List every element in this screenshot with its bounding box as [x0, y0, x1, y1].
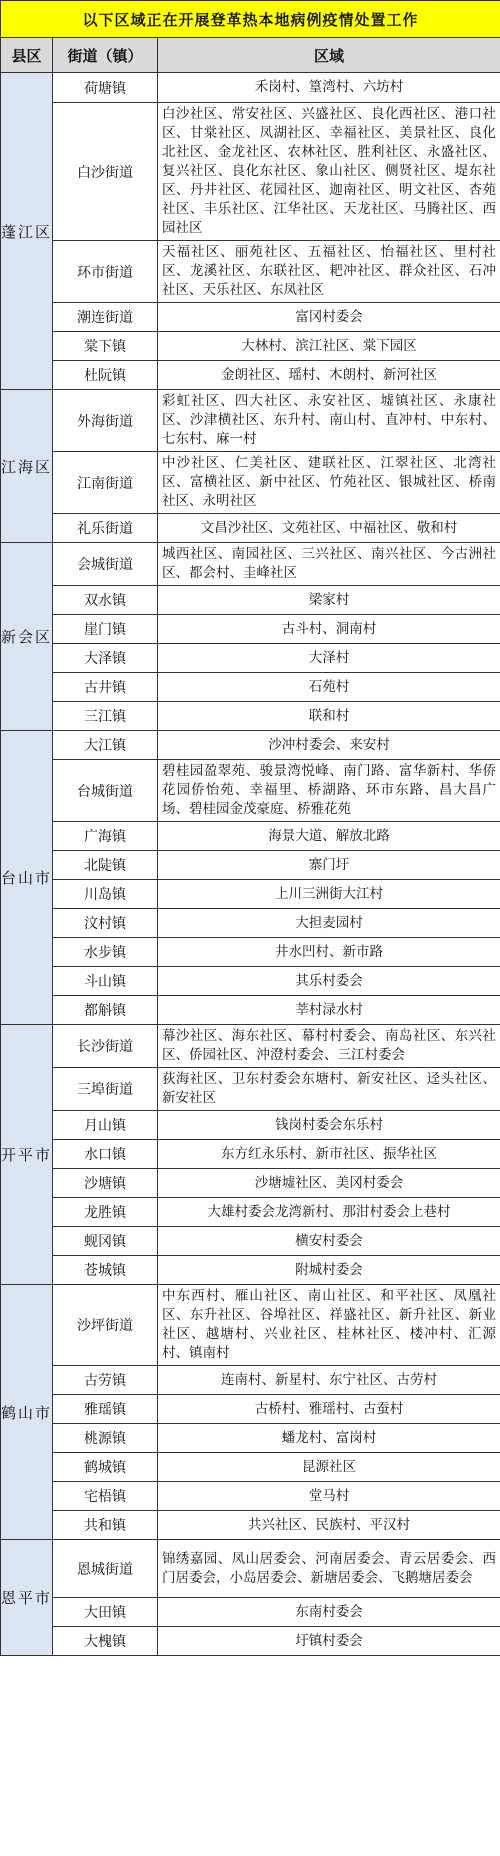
table-row [1, 1256, 500, 1285]
county-cell: 蓬江区 [1, 73, 53, 390]
county-cell: 台山市 [1, 731, 53, 1025]
table-row [1, 452, 500, 514]
header-area: 区域 [158, 38, 500, 73]
street-cell: 共和镇 [53, 1511, 158, 1540]
table-row [1, 1111, 500, 1140]
area-cell: 寨门圩 [158, 851, 500, 880]
street-cell: 外海街道 [53, 390, 158, 452]
area-cell: 禾岗村、篁湾村、六坊村 [158, 73, 500, 103]
street-cell: 崖门镇 [53, 615, 158, 644]
area-cell: 荻海社区、卫东村委会东塘村、新安社区、迳头社区、新安社区 [158, 1068, 500, 1111]
street-cell: 桃源镇 [53, 1424, 158, 1453]
table-row [1, 1540, 500, 1598]
street-cell: 棠下镇 [53, 332, 158, 361]
street-cell: 大田镇 [53, 1598, 158, 1627]
street-cell: 月山镇 [53, 1111, 158, 1140]
table-row [1, 1511, 500, 1540]
street-cell: 广海镇 [53, 822, 158, 851]
area-cell: 上川三洲街大江村 [158, 880, 500, 909]
table-row [1, 851, 500, 880]
table-row [1, 822, 500, 851]
area-cell: 锦绣嘉园、凤山居委会、河南居委会、青云居委会、西门居委会，小岛居委会、新塘居委会、飞鹅塘居委会 [158, 1540, 500, 1598]
street-cell: 双水镇 [53, 586, 158, 615]
street-cell: 宅梧镇 [53, 1482, 158, 1511]
street-cell: 龙胜镇 [53, 1198, 158, 1227]
street-cell: 北陡镇 [53, 851, 158, 880]
county-cell: 新会区 [1, 543, 53, 731]
area-cell: 大担麦园村 [158, 909, 500, 938]
header-row [1, 38, 500, 73]
area-cell: 大雄村委会龙湾新村、那泔村委会上巷村 [158, 1198, 500, 1227]
area-cell: 沙塘墟社区、美冈村委会 [158, 1169, 500, 1198]
street-cell: 沙坪街道 [53, 1285, 158, 1366]
table-row [1, 543, 500, 586]
table-row [1, 1424, 500, 1453]
street-cell: 沙塘镇 [53, 1169, 158, 1198]
area-cell: 大泽村 [158, 644, 500, 673]
area-cell: 文昌沙社区、文苑社区、中福社区、敬和村 [158, 514, 500, 543]
area-cell: 天福社区、丽苑社区、五福社区、怡福社区、里村社区、龙溪社区、东联社区、耙冲社区、群众社区、石冲社区、天乐社区、东凤社区 [158, 241, 500, 303]
table-row [1, 1198, 500, 1227]
area-cell: 古桥村、雅瑶村、古蚕村 [158, 1395, 500, 1424]
area-cell: 共兴社区、民族村、平汉村 [158, 1511, 500, 1540]
street-cell: 汶村镇 [53, 909, 158, 938]
table-row [1, 586, 500, 615]
area-cell: 联和村 [158, 702, 500, 731]
area-cell: 中东西村、雁山社区、南山社区、和平社区、凤凰社区、东升社区、谷埠社区、祥盛社区、新升社区、新业社区、越塘村、兴业社区、桂林社区、楼冲村、汇源村、镇南村 [158, 1285, 500, 1366]
area-cell: 连南村、新星村、东宁社区、古劳村 [158, 1366, 500, 1395]
street-cell: 蚬冈镇 [53, 1227, 158, 1256]
header-street: 街道（镇） [53, 38, 158, 73]
table-row [1, 1482, 500, 1511]
area-cell: 彩虹社区、四大社区、永安社区、墟镇社区、永康社区、沙津横社区、东升村、南山村、直冲村、中东村、七东村、麻一村 [158, 390, 500, 452]
table-row [1, 1227, 500, 1256]
table-row [1, 303, 500, 332]
table-row [1, 332, 500, 361]
table-row [1, 103, 500, 241]
area-cell: 幕沙社区、海东社区、幕村村委会、南岛社区、东兴社区、侨园社区、沖澄村委会、三江村委会 [158, 1025, 500, 1068]
area-cell: 附城村委会 [158, 1256, 500, 1285]
area-cell: 其乐村委会 [158, 967, 500, 996]
table-row [1, 1169, 500, 1198]
county-cell: 恩平市 [1, 1540, 53, 1656]
street-cell: 白沙街道 [53, 103, 158, 241]
area-cell: 蟠龙村、富岗村 [158, 1424, 500, 1453]
street-cell: 雅瑶镇 [53, 1395, 158, 1424]
table-row [1, 1366, 500, 1395]
table-row [1, 241, 500, 303]
area-cell: 城西社区、南园社区、三兴社区、南兴社区、今古洲社区、都会村、圭峰社区 [158, 543, 500, 586]
street-cell: 古井镇 [53, 673, 158, 702]
area-cell: 大林村、滨江社区、棠下园区 [158, 332, 500, 361]
street-cell: 都斛镇 [53, 996, 158, 1025]
table-row [1, 1140, 500, 1169]
street-cell: 环市街道 [53, 241, 158, 303]
table-row [1, 1395, 500, 1424]
street-cell: 鹤城镇 [53, 1453, 158, 1482]
area-cell: 横安村委会 [158, 1227, 500, 1256]
table-row [1, 673, 500, 702]
table-row [1, 390, 500, 452]
area-cell: 堂马村 [158, 1482, 500, 1511]
street-cell: 川岛镇 [53, 880, 158, 909]
area-cell: 石苑村 [158, 673, 500, 702]
area-cell: 钱岗村委会东乐村 [158, 1111, 500, 1140]
street-cell: 三江镇 [53, 702, 158, 731]
table-row [1, 73, 500, 103]
table-row [1, 1598, 500, 1627]
table-row [1, 361, 500, 390]
county-cell: 鹤山市 [1, 1285, 53, 1540]
table-row [1, 1453, 500, 1482]
area-cell: 东南村委会 [158, 1598, 500, 1627]
street-cell: 礼乐街道 [53, 514, 158, 543]
street-cell: 水步镇 [53, 938, 158, 967]
area-cell: 梁家村 [158, 586, 500, 615]
street-cell: 潮连街道 [53, 303, 158, 332]
street-cell: 长沙街道 [53, 1025, 158, 1068]
area-cell: 沙冲村委会、来安村 [158, 731, 500, 760]
table-row [1, 1068, 500, 1111]
area-cell: 白沙社区、常安社区、兴盛社区、良化西社区、港口社区、甘棠社区、凤湖社区、幸福社区、美景社区、良化北社区、金龙社区、农林社区、胜利社区、永盛社区、复兴社区、良化东社区、象山社区、侧贤社区、堤东社区、丹井社区、花园社区、迦南社区、明文社区、杏苑社区、丰乐社区、江华社区、天龙社区、马腾社区、西园社区 [158, 103, 500, 241]
table-row [1, 1025, 500, 1068]
area-cell: 莘村渌水村 [158, 996, 500, 1025]
street-cell: 荷塘镇 [53, 73, 158, 103]
table-row [1, 938, 500, 967]
street-cell: 三埠街道 [53, 1068, 158, 1111]
area-cell: 东方红永乐村、新市社区、振华社区 [158, 1140, 500, 1169]
table-row [1, 644, 500, 673]
street-cell: 大槐镇 [53, 1627, 158, 1656]
street-cell: 台城街道 [53, 760, 158, 822]
street-cell: 水口镇 [53, 1140, 158, 1169]
table-row [1, 702, 500, 731]
street-cell: 古劳镇 [53, 1366, 158, 1395]
area-cell: 古斗村、洞南村 [158, 615, 500, 644]
street-cell: 江南街道 [53, 452, 158, 514]
title-row [1, 1, 500, 38]
county-cell: 开平市 [1, 1025, 53, 1285]
table-row [1, 615, 500, 644]
street-cell: 大泽镇 [53, 644, 158, 673]
table-row [1, 760, 500, 822]
table-row [1, 1627, 500, 1656]
area-cell: 井水凹村、新市路 [158, 938, 500, 967]
street-cell: 杜阮镇 [53, 361, 158, 390]
street-cell: 恩城街道 [53, 1540, 158, 1598]
table-row [1, 880, 500, 909]
table-row [1, 909, 500, 938]
area-cell: 碧桂园盈翠苑、骏景湾悦峰、南门路、富华新村、华侨花园侨怡苑、幸福里、桥湖路、环市东路、昌大昌广场、碧桂园金茂豪庭、桥雅花苑 [158, 760, 500, 822]
header-county: 县区 [1, 38, 53, 73]
area-cell: 中沙社区、仁美社区、建联社区、江翠社区、北湾社区、富横社区、新中社区、竹苑社区、银城社区、桥南社区、永明社区 [158, 452, 500, 514]
area-cell: 昆源社区 [158, 1453, 500, 1482]
street-cell: 苍城镇 [53, 1256, 158, 1285]
street-cell: 大江镇 [53, 731, 158, 760]
area-cell: 富冈村委会 [158, 303, 500, 332]
table-row [1, 967, 500, 996]
table-row [1, 1285, 500, 1366]
table-row [1, 514, 500, 543]
table-title: 以下区域正在开展登革热本地病例疫情处置工作 [1, 1, 500, 38]
county-cell: 江海区 [1, 390, 53, 543]
street-cell: 斗山镇 [53, 967, 158, 996]
area-cell: 圩镇村委会 [158, 1627, 500, 1656]
area-cell: 海景大道、解放北路 [158, 822, 500, 851]
table-row [1, 996, 500, 1025]
area-cell: 金朗社区、瑶村、木朗村、新河社区 [158, 361, 500, 390]
street-cell: 会城街道 [53, 543, 158, 586]
table-row [1, 731, 500, 760]
